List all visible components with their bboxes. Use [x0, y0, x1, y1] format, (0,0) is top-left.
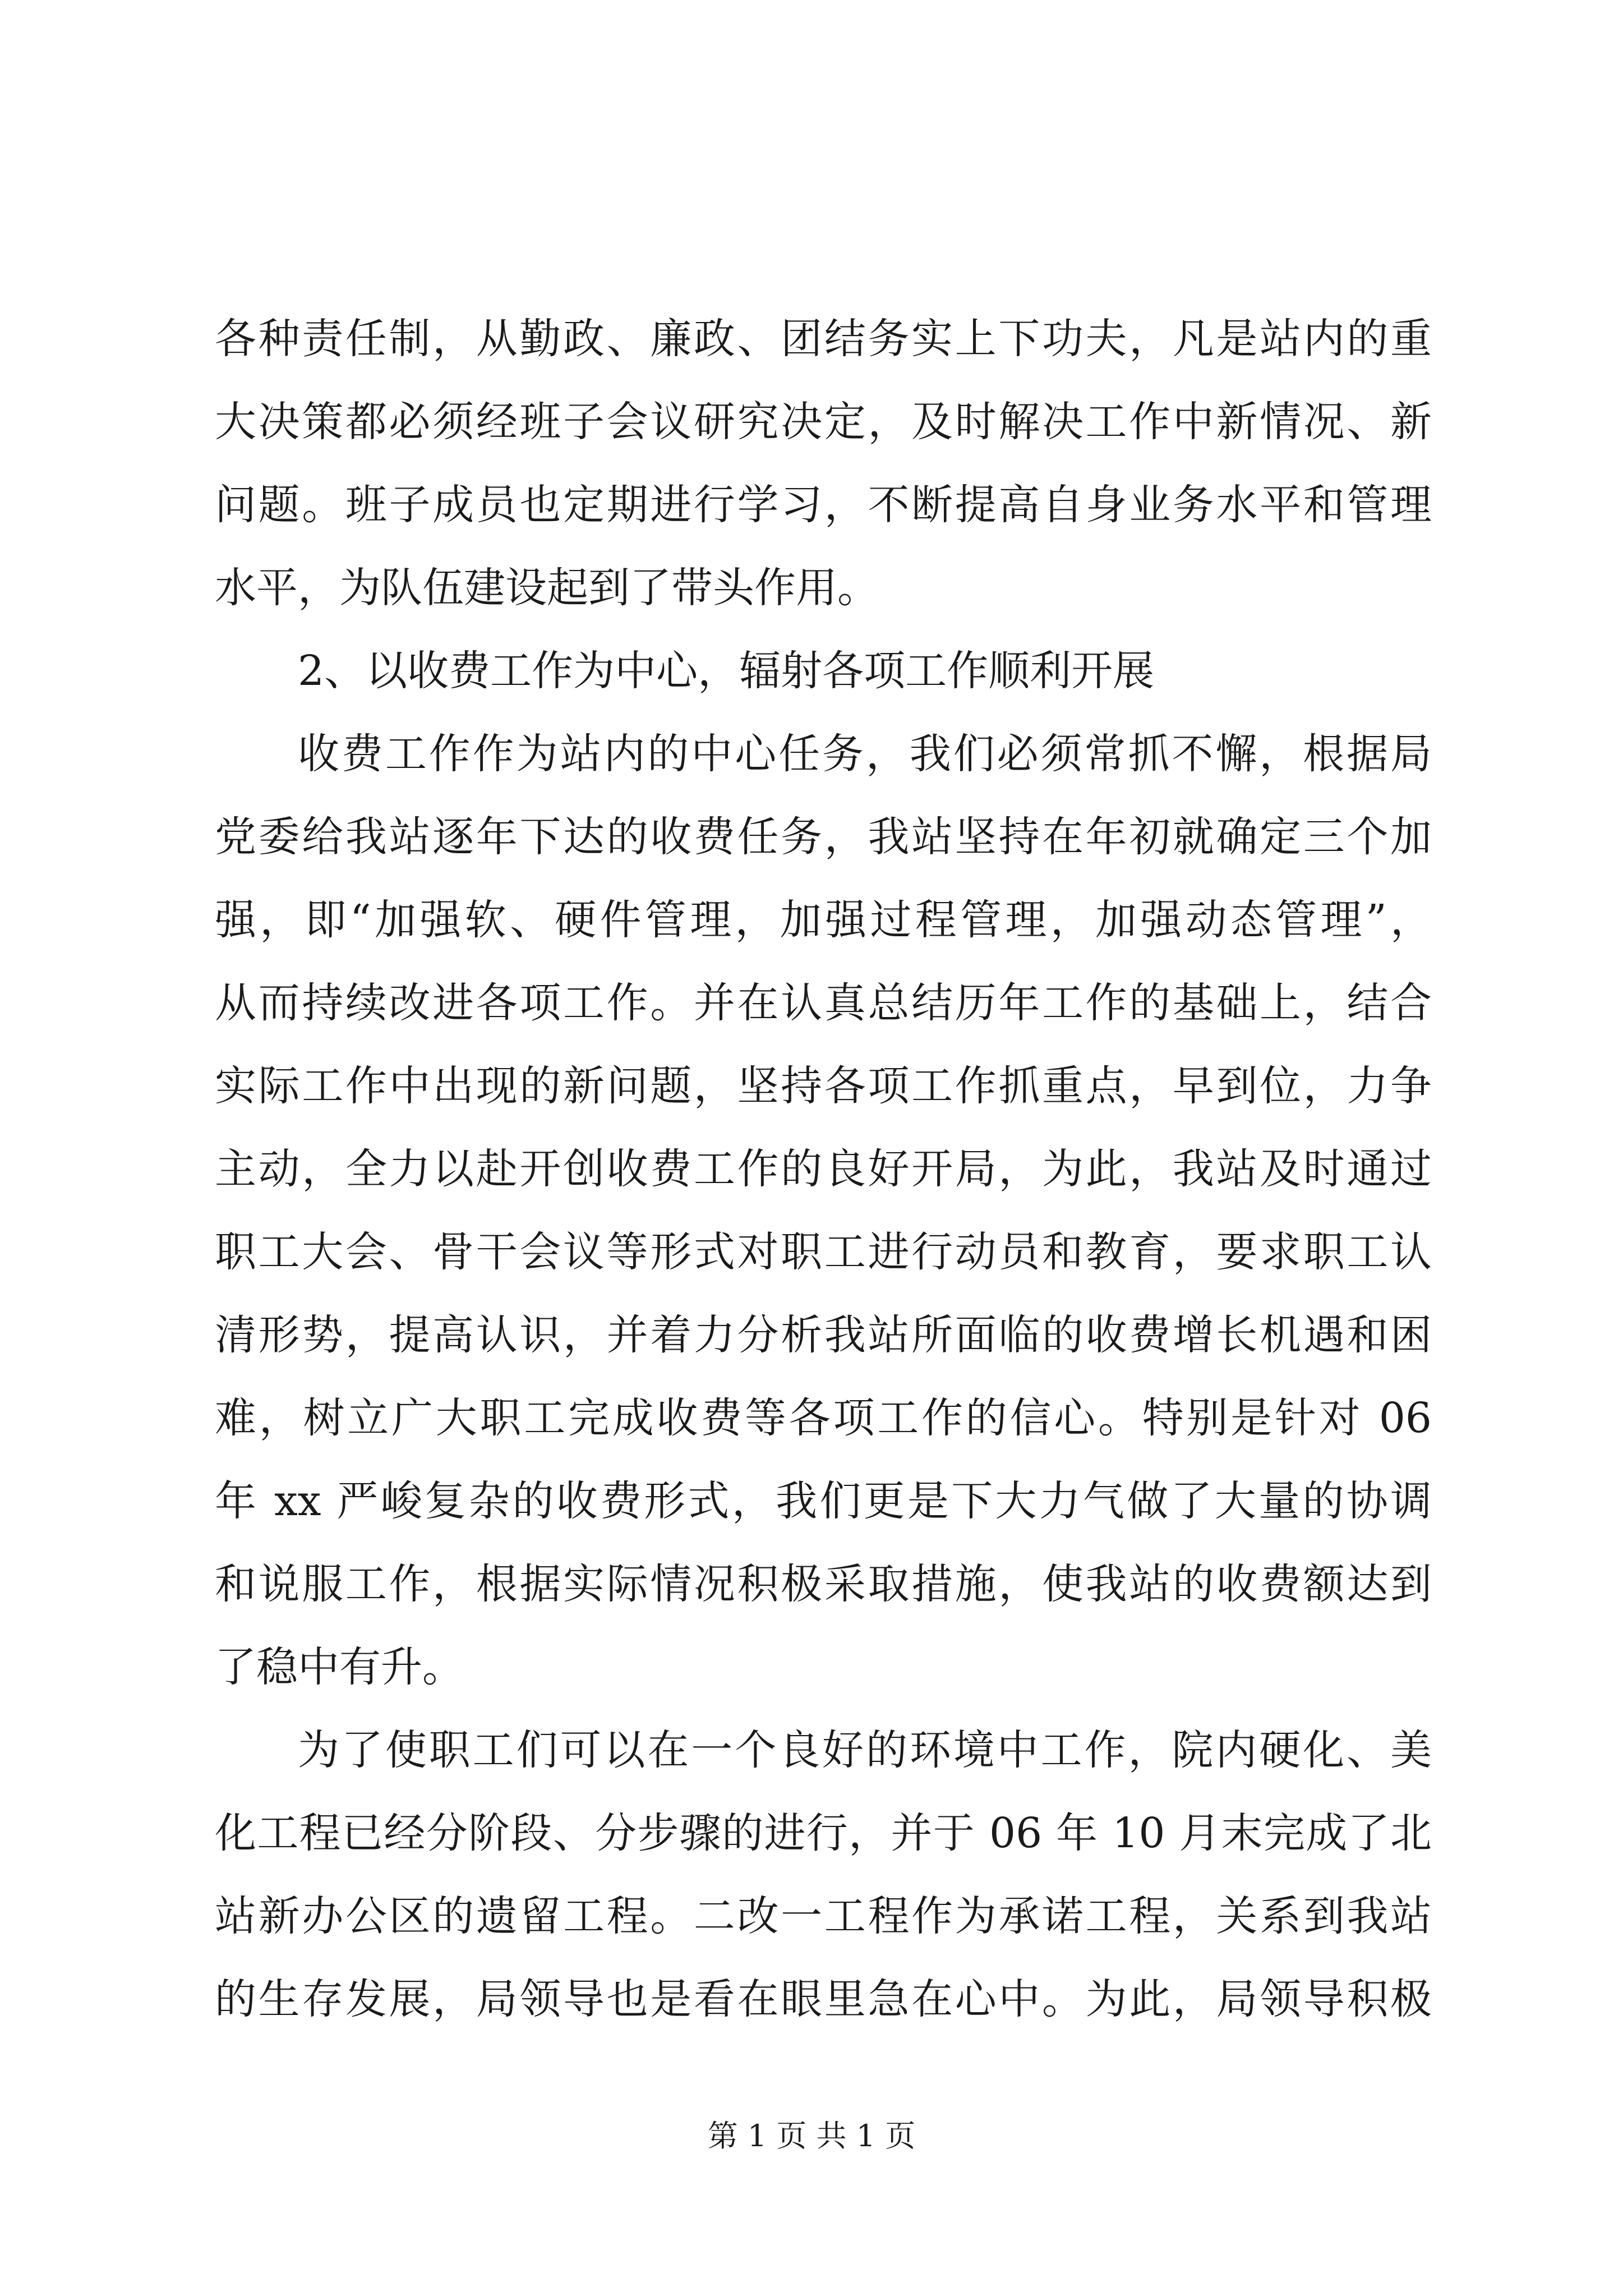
text-line: 职工大会、骨干会议等形式对职工进行动员和教育，要求职工认 — [215, 1228, 1432, 1276]
text-line: 站新办公区的遗留工程。二改一工程作为承诺工程，关系到我站 — [215, 1892, 1432, 1940]
section-heading: 2、以收费工作为中心，辐射各项工作顺利开展 — [298, 647, 1155, 695]
text-line: 收费工作作为站内的中心任务，我们必须常抓不懈，根据局 — [298, 730, 1432, 778]
text-line: 实际工作中出现的新问题，坚持各项工作抓重点，早到位，力争 — [215, 1062, 1432, 1110]
text-line: 了稳中有升。 — [215, 1643, 464, 1691]
text-line: 难，树立广大职工完成收费等各项工作的信心。特别是针对 06 — [215, 1394, 1432, 1442]
text-line: 清形势，提高认识，并着力分析我站所面临的收费增长机遇和困 — [215, 1311, 1432, 1359]
text-line: 强，即“加强软、硬件管理，加强过程管理，加强动态管理”， — [215, 896, 1432, 944]
text-line: 化工程已经分阶段、分步骤的进行，并于 06 年 10 月末完成了北 — [215, 1809, 1432, 1857]
text-line: 的生存发展，局领导也是看在眼里急在心中。为此，局领导积极 — [215, 1975, 1432, 2023]
text-line: 水平，为队伍建设起到了带头作用。 — [215, 564, 879, 612]
text-line: 为了使职工们可以在一个良好的环境中工作，院内硬化、美 — [298, 1726, 1432, 1774]
text-line: 和说服工作，根据实际情况积极采取措施，使我站的收费额达到 — [215, 1560, 1432, 1608]
text-line: 问题。班子成员也定期进行学习，不断提高自身业务水平和管理 — [215, 481, 1432, 529]
document-body — [215, 297, 1432, 2041]
text-line: 各种责任制，从勤政、廉政、团结务实上下功夫，凡是站内的重 — [215, 315, 1432, 363]
page-number-footer: 第 1 页 共 1 页 — [707, 2118, 916, 2154]
text-line: 大决策都必须经班子会议研究决定，及时解决工作中新情况、新 — [215, 398, 1432, 446]
text-line: 年 xx 严峻复杂的收费形式，我们更是下大力气做了大量的协调 — [215, 1477, 1432, 1525]
text-line: 主动，全力以赴开创收费工作的良好开局，为此，我站及时通过 — [215, 1145, 1432, 1193]
text-line: 从而持续改进各项工作。并在认真总结历年工作的基础上，结合 — [215, 979, 1432, 1027]
text-line: 党委给我站逐年下达的收费任务，我站坚持在年初就确定三个加 — [215, 813, 1432, 861]
